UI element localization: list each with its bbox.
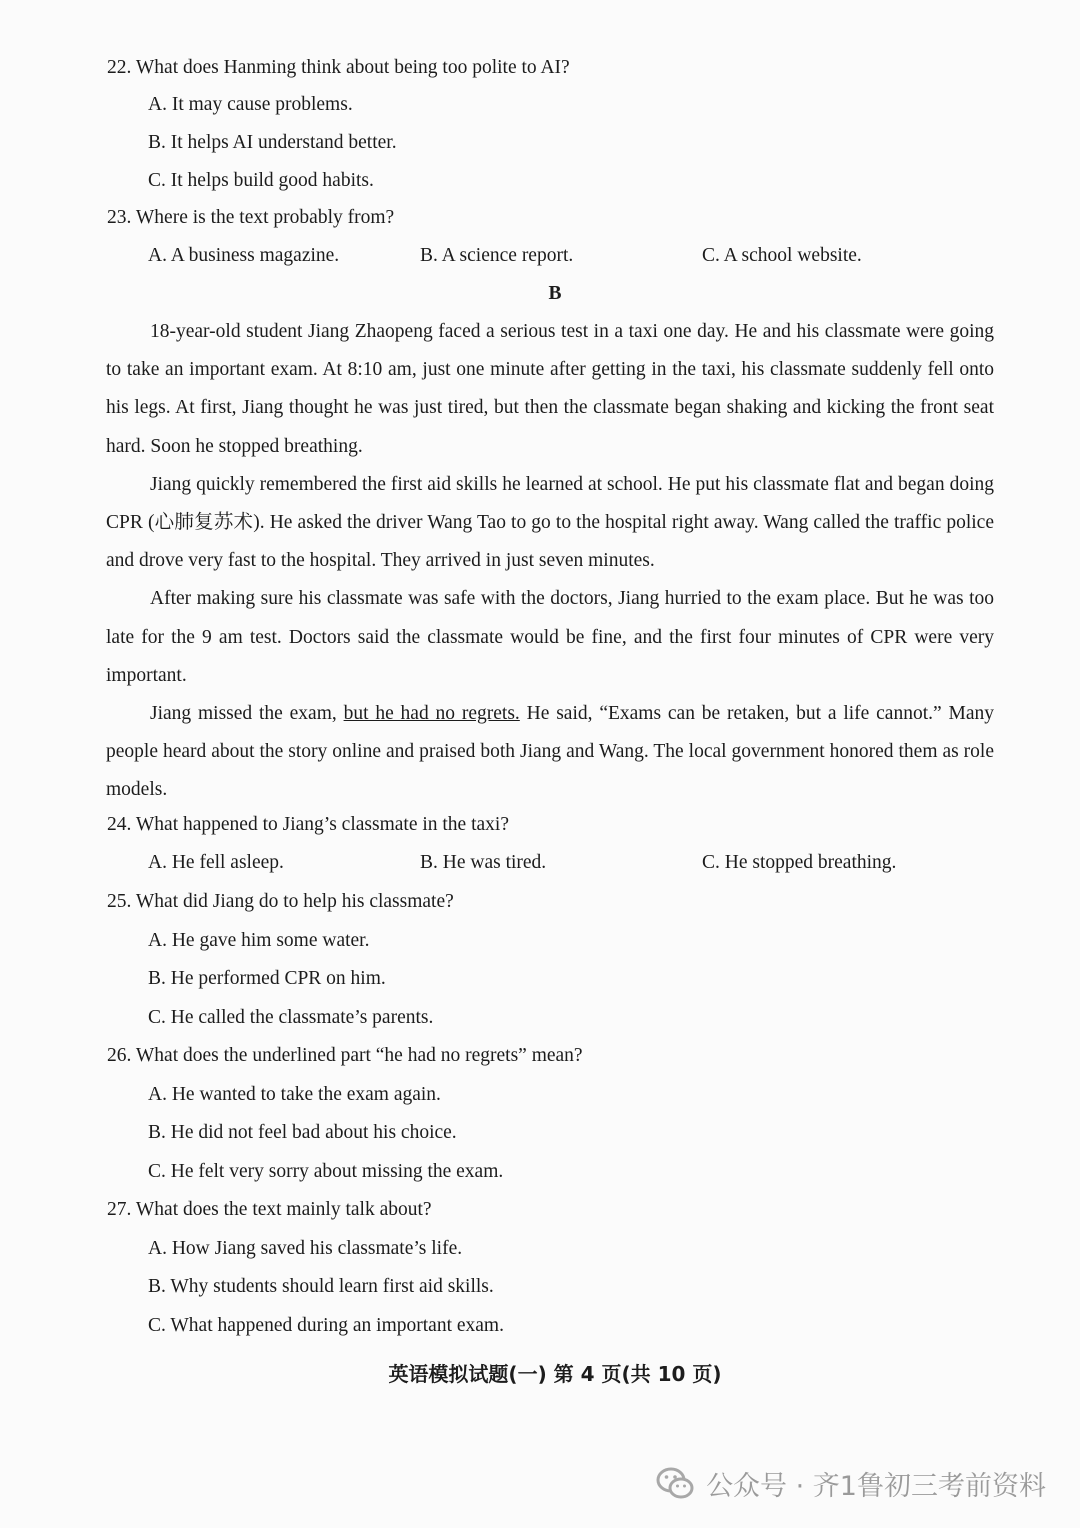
reading-passage (106, 313, 994, 810)
question-23: 23. Where is the text probably from? (107, 207, 395, 228)
page-footer: 英语模拟试题(一) 第 4 页(共 10 页) (388, 1362, 722, 1386)
watermark (654, 1462, 1046, 1504)
question-27: 27. What does the text mainly talk about? (107, 1199, 432, 1220)
q25-option-b: B. He performed CPR on him. (148, 968, 386, 989)
passage-paragraph-1: 18-year-old student Jiang Zhaopeng faced a serious test in a taxi one day. He and his classmate were going to take an important exam. At 8:10 am, just one minute after getting in the taxi, his classmate suddenly fell onto his legs. At first, Jiang thought he was just tired, but then the classmate began shaking and kicking the front seat hard. Soon he stopped breathing. (106, 321, 994, 457)
p4-text-start: Jiang missed the exam, (150, 703, 344, 725)
question-24: 24. What happened to Jiang’s classmate in the taxi? (107, 814, 509, 835)
q27-option-b: B. Why students should learn first aid skills. (148, 1276, 494, 1297)
q24-option-c: C. He stopped breathing. (702, 852, 897, 873)
passage-paragraph-3: After making sure his classmate was safe with the doctors, Jiang hurried to the exam place. But he was too late for the 9 am test. Doctors said the classmate would be fine, and the first four minutes of CPR were very important. (106, 588, 994, 686)
q26-option-c: C. He felt very sorry about missing the exam. (148, 1161, 504, 1182)
question-26: 26. What does the underlined part “he had no regrets” mean? (107, 1045, 583, 1066)
q23-option-c: C. A school website. (702, 245, 862, 266)
watermark-text: 公众号 · 齐1鲁初三考前资料 (706, 1470, 1046, 1502)
question-22: 22. What does Hanming think about being too polite to AI? (107, 57, 570, 78)
q26-option-b: B. He did not feel bad about his choice. (148, 1122, 457, 1143)
q23-option-a: A. A business magazine. (148, 245, 340, 266)
q27-option-a: A. How Jiang saved his classmate’s life. (148, 1238, 463, 1259)
underlined-phrase: but he had no regrets. (343, 703, 520, 725)
q23-option-b: B. A science report. (420, 245, 574, 266)
q24-option-b: B. He was tired. (420, 852, 547, 873)
q22-option-a: A. It may cause problems. (148, 94, 353, 115)
passage-paragraph-4 (106, 695, 994, 810)
p4-text-end: He said, “Exams can be retaken, but a life cannot.” Many people heard about the story online and praised both Jiang and Wang. The local government honored them as role models. (106, 703, 994, 801)
q22-option-b: B. It helps AI understand better. (148, 132, 397, 153)
section-heading-b: B (548, 283, 562, 304)
passage-paragraph-2: Jiang quickly remembered the first aid skills he learned at school. He put his classmate flat and began doing CPR (心肺复苏术). He asked the driver Wang Tao to go to the hospital right away. Wang called the traffic police and drove very fast to the hospital. They arrived in just seven minutes. (106, 473, 994, 572)
q27-option-c: C. What happened during an important exam. (148, 1315, 504, 1336)
q24-option-a: A. He fell asleep. (148, 852, 284, 873)
q22-option-c: C. It helps build good habits. (148, 170, 374, 191)
q26-option-a: A. He wanted to take the exam again. (148, 1084, 441, 1105)
q25-option-c: C. He called the classmate’s parents. (148, 1007, 434, 1028)
wechat-icon (654, 1462, 696, 1504)
q25-option-a: A. He gave him some water. (148, 930, 370, 951)
question-25: 25. What did Jiang do to help his classmate? (107, 891, 454, 912)
